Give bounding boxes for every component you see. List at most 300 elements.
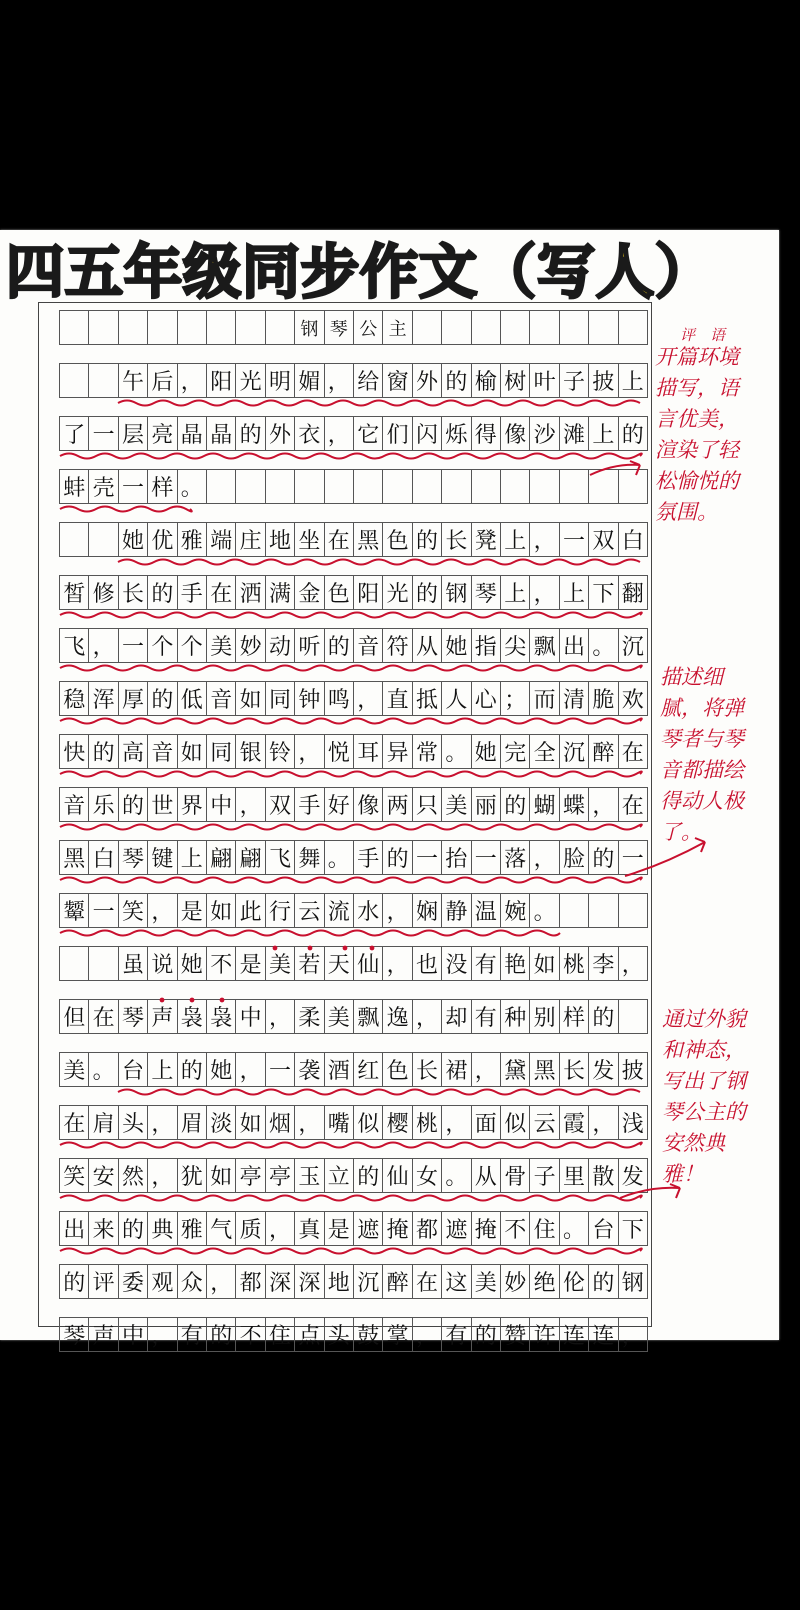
grid-cell: ，: [294, 734, 324, 769]
grid-cell: 下: [588, 575, 618, 610]
grid-cell: 披: [588, 363, 618, 398]
grid-cell: 妙: [500, 1264, 530, 1299]
grid-cell: 有: [471, 946, 501, 981]
grid-cell: 个: [177, 628, 207, 663]
grid-cell: [559, 893, 589, 928]
grid-cell: [618, 469, 648, 504]
grid-cell: 而: [529, 681, 559, 716]
grid-cell: 遮: [441, 1211, 471, 1246]
essay-line: [20, 1105, 650, 1140]
grid-cell: 美: [206, 628, 236, 663]
grid-cell: ，: [147, 1317, 177, 1352]
grid-cell: 掩: [471, 1211, 501, 1246]
grid-cell: 上: [177, 840, 207, 875]
grid-cell: 钢: [441, 575, 471, 610]
grid-cell: 悦: [324, 734, 354, 769]
grid-cell: [618, 893, 648, 928]
grid-cell: ，: [206, 1264, 236, 1299]
grid-cell: 里: [559, 1158, 589, 1193]
grid-cell: 中: [235, 999, 265, 1034]
grid-cell: 雅: [177, 522, 207, 557]
grid-cell: 琴: [59, 1317, 89, 1352]
grid-cell: 沉: [353, 1264, 383, 1299]
grid-cell: 稳: [59, 681, 89, 716]
grid-cell: 披: [618, 1052, 648, 1087]
grid-cell: 在: [59, 1105, 89, 1140]
grid-cell: 色: [324, 575, 354, 610]
grid-cell: 上: [588, 416, 618, 451]
grid-cell: 天: [324, 946, 354, 981]
grid-cell: 在: [618, 734, 648, 769]
grid-cell: 若: [294, 946, 324, 981]
grid-cell: 嘴: [324, 1105, 354, 1140]
grid-cell: ，: [412, 1317, 442, 1352]
grid-cell: 公: [353, 310, 383, 345]
grid-cell: 李: [588, 946, 618, 981]
grid-cell: 红: [353, 1052, 383, 1087]
grid-cell: 浑: [88, 681, 118, 716]
grid-cell: 不: [235, 1317, 265, 1352]
grid-cell: [324, 469, 354, 504]
essay-title-row: [20, 310, 650, 345]
grid-cell: 柔: [294, 999, 324, 1034]
grid-cell: 的: [382, 840, 412, 875]
grid-cell: 端: [206, 522, 236, 557]
grid-cell: [559, 469, 589, 504]
grid-cell: 落: [500, 840, 530, 875]
grid-cell: 在: [412, 1264, 442, 1299]
grid-cell: 像: [353, 787, 383, 822]
grid-cell: 。: [529, 893, 559, 928]
grid-cell: 妙: [235, 628, 265, 663]
grid-cell: 沙: [529, 416, 559, 451]
grid-cell: 中: [206, 787, 236, 822]
essay-line: [20, 1264, 650, 1299]
grid-cell: 亭: [235, 1158, 265, 1193]
grid-cell: 一: [471, 840, 501, 875]
grid-cell: 同: [265, 681, 295, 716]
grid-cell: 钢: [618, 1264, 648, 1299]
grid-cell: 的: [588, 999, 618, 1034]
grid-cell: 裙: [441, 1052, 471, 1087]
grid-cell: [59, 946, 89, 981]
grid-cell: 她: [206, 1052, 236, 1087]
grid-cell: 樱: [382, 1105, 412, 1140]
grid-cell: 亮: [147, 416, 177, 451]
grid-cell: 长: [118, 575, 148, 610]
grid-cell: 黑: [529, 1052, 559, 1087]
grid-cell: 袅: [206, 999, 236, 1034]
essay-line: [20, 363, 650, 398]
grid-cell: 符: [382, 628, 412, 663]
grid-cell: 坐: [294, 522, 324, 557]
grid-cell: 赞: [500, 1317, 530, 1352]
grid-cell: 点: [294, 1317, 324, 1352]
grid-cell: 银: [235, 734, 265, 769]
grid-cell: [588, 893, 618, 928]
grid-cell: 袭: [294, 1052, 324, 1087]
grid-cell: 样: [559, 999, 589, 1034]
grid-cell: 有: [177, 1317, 207, 1352]
grid-cell: 鸣: [324, 681, 354, 716]
grid-cell: 也: [412, 946, 442, 981]
grid-cell: 手: [177, 575, 207, 610]
grid-cell: 一: [88, 416, 118, 451]
grid-cell: 连: [588, 1317, 618, 1352]
grid-cell: [441, 469, 471, 504]
grid-cell: 世: [147, 787, 177, 822]
grid-cell: 外: [412, 363, 442, 398]
essay-sheet: [0, 230, 779, 1349]
grid-cell: 厚: [118, 681, 148, 716]
essay-line: [20, 469, 650, 504]
grid-cell: 立: [324, 1158, 354, 1193]
grid-cell: 不: [206, 946, 236, 981]
grid-cell: 笑: [118, 893, 148, 928]
grid-cell: 然: [118, 1158, 148, 1193]
grid-cell: 头: [324, 1317, 354, 1352]
grid-cell: [235, 310, 265, 345]
grid-cell: 翩: [206, 840, 236, 875]
grid-cell: 婉: [500, 893, 530, 928]
grid-cell: 掩: [382, 1211, 412, 1246]
grid-cell: 气: [206, 1211, 236, 1246]
essay-line: [20, 1158, 650, 1193]
grid-cell: 许: [529, 1317, 559, 1352]
grid-cell: 阳: [206, 363, 236, 398]
grid-cell: 深: [294, 1264, 324, 1299]
grid-cell: ，: [147, 1105, 177, 1140]
grid-cell: 色: [382, 1052, 412, 1087]
grid-cell: 有: [441, 1317, 471, 1352]
essay-grid: [20, 310, 650, 1610]
grid-cell: 窗: [382, 363, 412, 398]
grid-cell: 美: [471, 1264, 501, 1299]
grid-cell: 的: [588, 840, 618, 875]
grid-cell: 美: [441, 787, 471, 822]
grid-cell: 闪: [412, 416, 442, 451]
grid-cell: 浅: [618, 1105, 648, 1140]
grid-cell: 深: [265, 1264, 295, 1299]
grid-cell: ，: [235, 1052, 265, 1087]
grid-cell: [88, 522, 118, 557]
grid-cell: [265, 310, 295, 345]
grid-cell: 一: [88, 893, 118, 928]
grid-cell: 在: [206, 575, 236, 610]
grid-cell: 两: [382, 787, 412, 822]
page-title: 四五年级同步作文（写人）: [5, 238, 714, 306]
grid-cell: 像: [500, 416, 530, 451]
grid-cell: 直: [382, 681, 412, 716]
grid-cell: [412, 469, 442, 504]
grid-cell: 它: [353, 416, 383, 451]
grid-cell: 同: [206, 734, 236, 769]
grid-cell: 心: [471, 681, 501, 716]
grid-cell: 典: [147, 1211, 177, 1246]
grid-cell: 一: [118, 628, 148, 663]
grid-cell: 沉: [618, 628, 648, 663]
grid-cell: ，: [88, 628, 118, 663]
grid-cell: [529, 469, 559, 504]
grid-cell: 人: [441, 681, 471, 716]
grid-cell: 琴: [118, 999, 148, 1034]
grid-cell: 层: [118, 416, 148, 451]
grid-cell: 一: [265, 1052, 295, 1087]
grid-cell: 晶: [206, 416, 236, 451]
essay-line: [20, 416, 650, 451]
grid-cell: 的: [471, 1317, 501, 1352]
grid-cell: 欢: [618, 681, 648, 716]
grid-cell: [235, 469, 265, 504]
grid-cell: 了: [59, 416, 89, 451]
grid-cell: ，: [382, 946, 412, 981]
grid-cell: [59, 310, 89, 345]
grid-cell: 双: [588, 522, 618, 557]
grid-cell: 的: [147, 575, 177, 610]
grid-cell: 绝: [529, 1264, 559, 1299]
grid-cell: ，: [147, 893, 177, 928]
grid-cell: 上: [559, 575, 589, 610]
grid-cell: ，: [265, 999, 295, 1034]
grid-cell: 动: [265, 628, 295, 663]
grid-cell: 明: [265, 363, 295, 398]
grid-cell: 的: [177, 1052, 207, 1087]
grid-cell: 一: [559, 522, 589, 557]
grid-cell: 水: [353, 893, 383, 928]
essay-line: [20, 999, 650, 1034]
grid-cell: 榆: [471, 363, 501, 398]
grid-cell: 子: [529, 1158, 559, 1193]
grid-cell: [206, 469, 236, 504]
grid-cell: 在: [88, 999, 118, 1034]
grid-cell: [59, 363, 89, 398]
grid-cell: 声: [147, 999, 177, 1034]
grid-cell: 。: [441, 734, 471, 769]
grid-cell: 滩: [559, 416, 589, 451]
grid-cell: 玉: [294, 1158, 324, 1193]
grid-cell: 脆: [588, 681, 618, 716]
grid-cell: 有: [471, 999, 501, 1034]
grid-cell: 声: [88, 1317, 118, 1352]
grid-cell: 美: [265, 946, 295, 981]
grid-cell: ，: [471, 1052, 501, 1087]
grid-cell: 都: [412, 1211, 442, 1246]
grid-cell: 云: [294, 893, 324, 928]
grid-cell: 的: [147, 681, 177, 716]
grid-cell: [265, 469, 295, 504]
grid-cell: 她: [118, 522, 148, 557]
grid-cell: 出: [559, 628, 589, 663]
grid-cell: [471, 310, 501, 345]
grid-cell: 凳: [471, 522, 501, 557]
grid-cell: [588, 469, 618, 504]
grid-cell: ，: [618, 1317, 648, 1352]
grid-cell: 一: [412, 840, 442, 875]
grid-cell: 都: [235, 1264, 265, 1299]
grid-cell: 满: [265, 575, 295, 610]
grid-cell: ，: [588, 1105, 618, 1140]
grid-cell: 一: [618, 840, 648, 875]
grid-cell: 异: [382, 734, 412, 769]
grid-cell: ，: [382, 893, 412, 928]
grid-cell: 美: [324, 999, 354, 1034]
grid-cell: 音: [206, 681, 236, 716]
grid-cell: [177, 310, 207, 345]
grid-cell: 云: [529, 1105, 559, 1140]
grid-cell: 安: [88, 1158, 118, 1193]
grid-cell: 逸: [382, 999, 412, 1034]
grid-cell: 的: [412, 522, 442, 557]
grid-cell: [500, 469, 530, 504]
grid-cell: [588, 310, 618, 345]
grid-cell: 肩: [88, 1105, 118, 1140]
grid-cell: 钟: [294, 681, 324, 716]
grid-cell: [559, 310, 589, 345]
grid-cell: 地: [324, 1264, 354, 1299]
grid-cell: ，: [588, 787, 618, 822]
grid-cell: 乐: [88, 787, 118, 822]
grid-cell: 指: [471, 628, 501, 663]
grid-cell: 仙: [382, 1158, 412, 1193]
grid-cell: 手: [294, 787, 324, 822]
grid-cell: ，: [353, 681, 383, 716]
grid-cell: 飞: [265, 840, 295, 875]
grid-cell: 外: [265, 416, 295, 451]
grid-cell: 铃: [265, 734, 295, 769]
grid-cell: [441, 310, 471, 345]
grid-cell: 真: [294, 1211, 324, 1246]
grid-cell: 是: [177, 893, 207, 928]
grid-cell: 如: [529, 946, 559, 981]
grid-cell: 没: [441, 946, 471, 981]
grid-cell: 桃: [412, 1105, 442, 1140]
grid-cell: [353, 469, 383, 504]
grid-cell: 修: [88, 575, 118, 610]
grid-cell: [147, 310, 177, 345]
grid-cell: 蝴: [529, 787, 559, 822]
grid-cell: 金: [294, 575, 324, 610]
grid-cell: 却: [441, 999, 471, 1034]
grid-cell: 丽: [471, 787, 501, 822]
grid-cell: ，: [147, 1158, 177, 1193]
grid-cell: 美: [59, 1052, 89, 1087]
grid-cell: 晶: [177, 416, 207, 451]
grid-cell: 听: [294, 628, 324, 663]
grid-cell: 颦: [59, 893, 89, 928]
grid-cell: 庄: [235, 522, 265, 557]
grid-cell: 虽: [118, 946, 148, 981]
grid-cell: 低: [177, 681, 207, 716]
grid-cell: [529, 310, 559, 345]
grid-cell: 这: [441, 1264, 471, 1299]
grid-cell: 艳: [500, 946, 530, 981]
grid-cell: [59, 522, 89, 557]
grid-cell: [206, 310, 236, 345]
grid-cell: 来: [88, 1211, 118, 1246]
grid-cell: 她: [441, 628, 471, 663]
grid-cell: 笑: [59, 1158, 89, 1193]
grid-cell: 主: [382, 310, 412, 345]
grid-cell: ，: [412, 999, 442, 1034]
grid-cell: 蝶: [559, 787, 589, 822]
grid-cell: 的: [353, 1158, 383, 1193]
grid-cell: 上: [618, 363, 648, 398]
grid-cell: 酒: [324, 1052, 354, 1087]
grid-cell: ，: [529, 575, 559, 610]
grid-cell: [412, 310, 442, 345]
grid-cell: 尖: [500, 628, 530, 663]
grid-cell: ，: [235, 787, 265, 822]
grid-cell: 在: [324, 522, 354, 557]
comment-2: 描述细 腻，将弹 琴者与琴 音都描绘 得动人极 了。: [660, 665, 744, 844]
grid-cell: 头: [118, 1105, 148, 1140]
grid-cell: 阳: [353, 575, 383, 610]
grid-cell: 亭: [265, 1158, 295, 1193]
grid-cell: 犹: [177, 1158, 207, 1193]
grid-cell: 脸: [559, 840, 589, 875]
grid-cell: 如: [235, 1105, 265, 1140]
grid-cell: 众: [177, 1264, 207, 1299]
grid-cell: 蚌: [59, 469, 89, 504]
grid-cell: ；: [500, 681, 530, 716]
grid-cell: 叶: [529, 363, 559, 398]
grid-cell: 台: [118, 1052, 148, 1087]
grid-cell: 不: [500, 1211, 530, 1246]
grid-cell: ，: [265, 1211, 295, 1246]
grid-cell: 键: [147, 840, 177, 875]
grid-cell: 的: [618, 416, 648, 451]
grid-cell: 温: [471, 893, 501, 928]
grid-cell: 遮: [353, 1211, 383, 1246]
grid-cell: [88, 310, 118, 345]
essay-line: [20, 734, 650, 769]
grid-cell: 界: [177, 787, 207, 822]
grid-cell: 中: [118, 1317, 148, 1352]
essay-line: [20, 1052, 650, 1087]
grid-cell: 手: [353, 840, 383, 875]
grid-cell: 如: [177, 734, 207, 769]
grid-cell: 上: [147, 1052, 177, 1087]
grid-cell: 白: [88, 840, 118, 875]
grid-cell: 从: [412, 628, 442, 663]
grid-cell: 翩: [235, 840, 265, 875]
grid-cell: 她: [471, 734, 501, 769]
grid-cell: 面: [471, 1105, 501, 1140]
grid-cell: 散: [588, 1158, 618, 1193]
grid-cell: 洒: [235, 575, 265, 610]
grid-cell: 雅: [177, 1211, 207, 1246]
essay-line: [20, 681, 650, 716]
grid-cell: 她: [177, 946, 207, 981]
grid-cell: 样: [147, 469, 177, 504]
grid-cell: 说: [147, 946, 177, 981]
grid-cell: 光: [382, 575, 412, 610]
grid-cell: 似: [353, 1105, 383, 1140]
grid-cell: ，: [294, 1105, 324, 1140]
grid-cell: 质: [235, 1211, 265, 1246]
comment-label: 评 语: [680, 326, 726, 344]
grid-cell: 皙: [59, 575, 89, 610]
grid-cell: 出: [59, 1211, 89, 1246]
grid-cell: 连: [559, 1317, 589, 1352]
grid-cell: 好: [324, 787, 354, 822]
grid-cell: 双: [265, 787, 295, 822]
grid-cell: 琴: [324, 310, 354, 345]
grid-cell: 如: [206, 893, 236, 928]
grid-cell: 优: [147, 522, 177, 557]
grid-cell: 们: [382, 416, 412, 451]
grid-cell: 的: [118, 1211, 148, 1246]
